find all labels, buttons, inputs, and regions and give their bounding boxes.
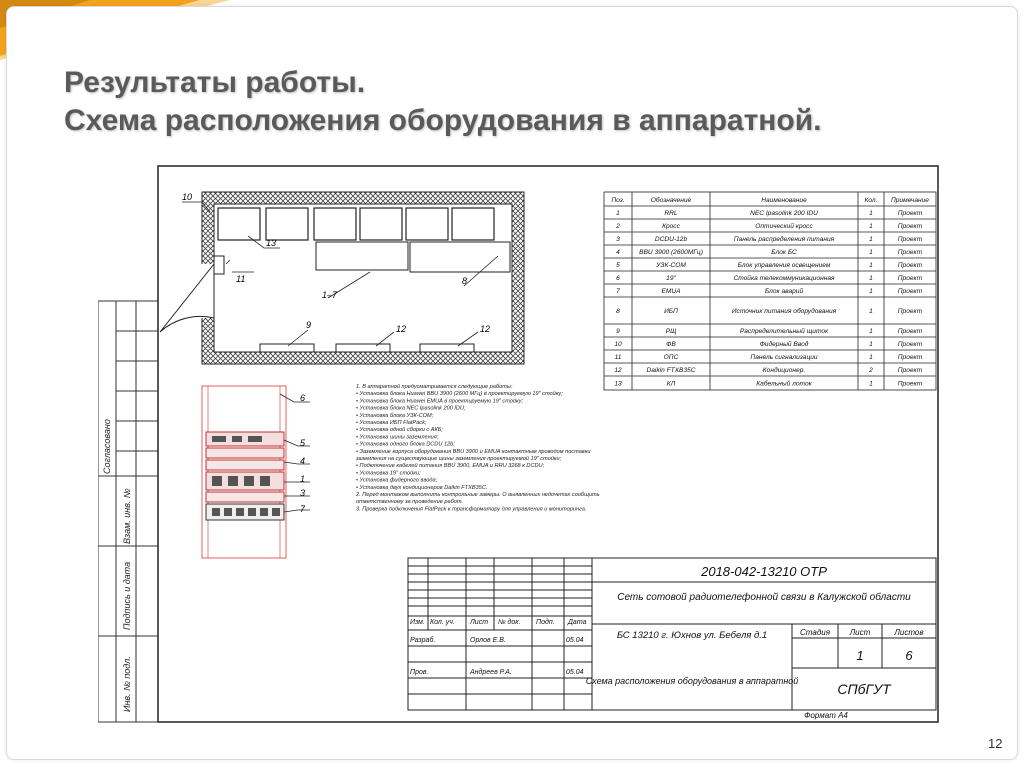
room-label-12b: 12: [480, 324, 491, 334]
tb-doc-code: 2018-042-13210 ОТР: [701, 564, 827, 579]
stamp-label-agreed: Согласовано: [102, 419, 112, 474]
tb-project-name: [617, 591, 911, 603]
spec-cell: Источник питания оборудования: [731, 307, 837, 315]
spec-cell: 1: [869, 307, 873, 315]
spec-cell: Проект: [897, 366, 923, 374]
rack-unit-cross: [206, 448, 284, 458]
spec-cell: 1: [869, 274, 873, 282]
note-line: 3. Проверка подключения FlatPack к трансформатору для управления и мониторинга.: [356, 506, 587, 513]
title-block-text: [410, 564, 924, 720]
spec-cell: ИБП: [664, 307, 678, 315]
spec-cell: 11: [614, 353, 622, 361]
spec-cell: NEC Ipasolink 200 IDU: [750, 209, 818, 217]
tb-col-doc: № док.: [498, 619, 521, 626]
equipment-top-row: [218, 208, 494, 240]
panel-9: [260, 344, 314, 352]
rack-label-7: 7: [300, 504, 306, 514]
spec-cell: 1: [869, 222, 873, 230]
tb-col-date: Дата: [568, 619, 587, 626]
note-line: • Установка блока NEC Ipasolink 200 IDU;: [356, 405, 466, 412]
tb-sheet-name: Схема расположения оборудования в аппаратной: [585, 676, 799, 686]
tb-sheet-header: Лист: [849, 628, 871, 637]
rack-elevation: [202, 386, 310, 558]
note-line: • Установка одной сборки с АКБ;: [356, 427, 443, 434]
spec-cell: 1: [869, 248, 873, 256]
slide-title-line2: Схема расположения оборудования в аппаратной.: [64, 104, 822, 137]
spec-cell: Кросс: [662, 222, 680, 230]
spec-cell: ФВ: [666, 340, 676, 348]
room-plan: [160, 192, 524, 364]
tb-sheets-value: 6: [905, 648, 913, 663]
note-line: • Установка одного блока DCDU 12b;: [356, 441, 455, 448]
rack-unit-dcdu: [206, 460, 284, 470]
spec-cell: Проект: [897, 248, 923, 256]
note-line: • Заземление корпуса оборудования BBU 3900 и EMUA контактным проводом поставки: [356, 448, 591, 455]
tb-check-date: 05.04: [566, 669, 584, 676]
spec-cell: Проект: [897, 327, 923, 335]
spec-cell: Проект: [897, 380, 923, 388]
spec-cell: Кондиционер.: [762, 366, 806, 374]
spec-cell: Daikin FTXB35C: [646, 366, 696, 374]
rack-label-4: 4: [300, 456, 306, 466]
notes-block: [355, 383, 600, 512]
spec-cell: Кабельный лоток: [756, 380, 812, 388]
spec-cell: 9: [616, 327, 620, 335]
panel-11: [214, 256, 224, 274]
spec-cell: RRL: [664, 209, 678, 217]
tb-sheet-value: 1: [856, 648, 864, 663]
slide-title: [64, 64, 822, 140]
spec-cell: Панель сигнализации: [750, 353, 818, 361]
rack-unit-emua: [206, 492, 284, 502]
aircon-12b: [420, 344, 474, 352]
spec-cell: УЗК-СОМ: [656, 261, 686, 269]
spec-cell: 5: [616, 261, 620, 269]
note-line: • Установка блока Huawei EMUA в проектируемую 19" стойку;: [356, 398, 524, 405]
spec-cell: 1: [869, 353, 873, 361]
tb-dev-name: Орлов Е.В.: [470, 637, 506, 644]
note-line: • Установка 19" стойки;: [356, 470, 421, 477]
spec-cell: 7: [616, 287, 620, 295]
spec-cell: 1: [869, 340, 873, 348]
note-line: • Установка шины заземления;: [356, 434, 439, 441]
spec-cell: 1: [869, 327, 873, 335]
tb-sheets-header: Листов: [894, 628, 924, 637]
room-label-9: 9: [306, 320, 312, 330]
spec-cell: Проект: [897, 340, 923, 348]
spec-cell: Проект: [897, 209, 923, 217]
spec-cell: Панель распределения питания: [733, 235, 835, 243]
tb-stage-header: Стадия: [800, 628, 830, 637]
note-line: 2. Перед монтажом выполнить контрольные замеры. О выявленных недочетах сообщить: [356, 492, 600, 498]
spec-cell: РЩ: [665, 327, 677, 335]
note-line: 1. В аппаратной предусматривается следующие работы:: [356, 384, 513, 390]
spec-table-text: [611, 196, 929, 387]
spec-header-pos: Поз.: [611, 197, 625, 204]
tb-col-sign: Подп.: [536, 619, 555, 626]
tb-format: Формат А4: [804, 711, 848, 720]
equipment-layout-drawing: [98, 156, 954, 724]
tb-col-kol: Кол. уч.: [430, 619, 455, 626]
spec-cell: 2: [869, 366, 873, 374]
tb-check-name: Андреев Р.А.: [470, 669, 512, 676]
note-line: • Установка двух кондиционеров Daikin FTXB35C.: [356, 484, 488, 491]
spec-cell: Проект: [897, 274, 923, 282]
spec-cell: Проект: [897, 353, 923, 361]
tb-dev-label: Разраб.: [410, 637, 436, 644]
aircon-12a: [336, 344, 390, 352]
spec-cell: Блок управления освещением: [737, 261, 831, 269]
stamp-label-sign-date: Подпись и дата: [122, 561, 132, 630]
spec-cell: Фидерный Ввод: [759, 340, 809, 348]
room-label-8: 8: [462, 276, 468, 286]
spec-cell: 10: [614, 340, 622, 348]
spec-header-note: Примечание: [891, 197, 929, 204]
spec-cell: 6: [616, 274, 620, 282]
spec-cell: DCDU-12b: [654, 235, 688, 243]
note-line: заземления на существующие шины заземления проектируемой 19" стойки;: [356, 456, 562, 462]
spec-cell: 1: [869, 380, 873, 388]
note-line: • Установка ИБП FlatPack;: [356, 420, 427, 426]
spec-cell: 1: [869, 235, 873, 243]
spec-cell: EMUA: [661, 287, 681, 295]
note-line: ответственному за проведение работ.: [356, 499, 464, 506]
spec-cell: Проект: [897, 287, 923, 295]
spec-cell: 2: [616, 222, 620, 230]
spec-cell: 1: [869, 209, 873, 217]
tb-site-name: БС 13210 г. Юхнов ул. Бебеля д.1: [616, 630, 768, 641]
rack-label-6: 6: [300, 393, 306, 403]
spec-cell: BBU 3900 (2600МГц): [639, 248, 703, 256]
tb-check-label: Пров.: [410, 669, 429, 676]
slide-number: 12: [988, 736, 1003, 751]
stamp-label-replace-inv: Взам. инв. №: [122, 488, 132, 544]
spec-cell: Проект: [897, 261, 923, 269]
spec-cell: Проект: [897, 222, 923, 230]
spec-header-name: Наименование: [761, 197, 807, 204]
tb-project-name-text: Сеть сотовой радиотелефонной связи в Калужской области: [617, 592, 911, 603]
spec-cell: Распределительный щиток: [739, 327, 829, 335]
spec-cell: Стойка телекоммуникационная: [733, 274, 835, 282]
spec-cell: 12: [614, 366, 622, 374]
spec-cell: КЛ: [666, 380, 676, 388]
spec-cell: 3: [616, 235, 620, 243]
spec-cell: 1: [869, 261, 873, 269]
rack-label-1: 1: [300, 474, 306, 484]
spec-cell: Проект: [897, 235, 923, 243]
spec-cell: 4: [616, 248, 620, 256]
tb-col-izm: Изм.: [410, 619, 425, 626]
rack-label-3: 3: [300, 488, 306, 498]
room-label-10: 10: [182, 192, 193, 202]
room-label-1-7: 1–7: [322, 290, 338, 300]
spec-cell: Проект: [897, 307, 923, 315]
rack-label-5: 5: [300, 438, 306, 448]
spec-header-qty: Кол.: [864, 197, 878, 204]
note-line: • Установка фидерного ввода;: [356, 477, 438, 484]
spec-cell: 13: [614, 380, 622, 388]
room-label-13: 13: [266, 238, 277, 248]
spec-cell: Блок аварий: [764, 287, 804, 295]
room-label-12a: 12: [396, 324, 407, 334]
spec-header-code: Обозначение: [650, 197, 692, 204]
note-line: • Установка блока Huawei BBU 3900 (2600 МГц) в проектируемую 19" стойку;: [356, 391, 563, 398]
spec-cell: 19": [666, 274, 676, 282]
note-line: • Установка блока УЗК-СОМ;: [356, 412, 434, 419]
spec-cell: 1: [869, 287, 873, 295]
tb-org: СПбГУТ: [837, 681, 891, 697]
slide-title-line1: Результаты работы.: [64, 66, 366, 99]
spec-cell: Блок БС: [771, 248, 797, 256]
spec-cell: Оптический кросс: [755, 222, 813, 230]
spec-cell: ОПС: [663, 353, 679, 361]
room-label-11: 11: [236, 274, 246, 284]
spec-cell: 1: [616, 209, 620, 217]
tb-dev-date: 05.04: [566, 637, 584, 644]
stamp-label-inv-orig: Инв. № подл.: [122, 656, 132, 712]
tb-col-list: Лист: [470, 619, 489, 626]
note-line: • Подключение кабелей питания BBU 3900, EMUA и RRU 3268 к DCDU;: [356, 463, 545, 470]
spec-cell: 8: [616, 307, 620, 315]
